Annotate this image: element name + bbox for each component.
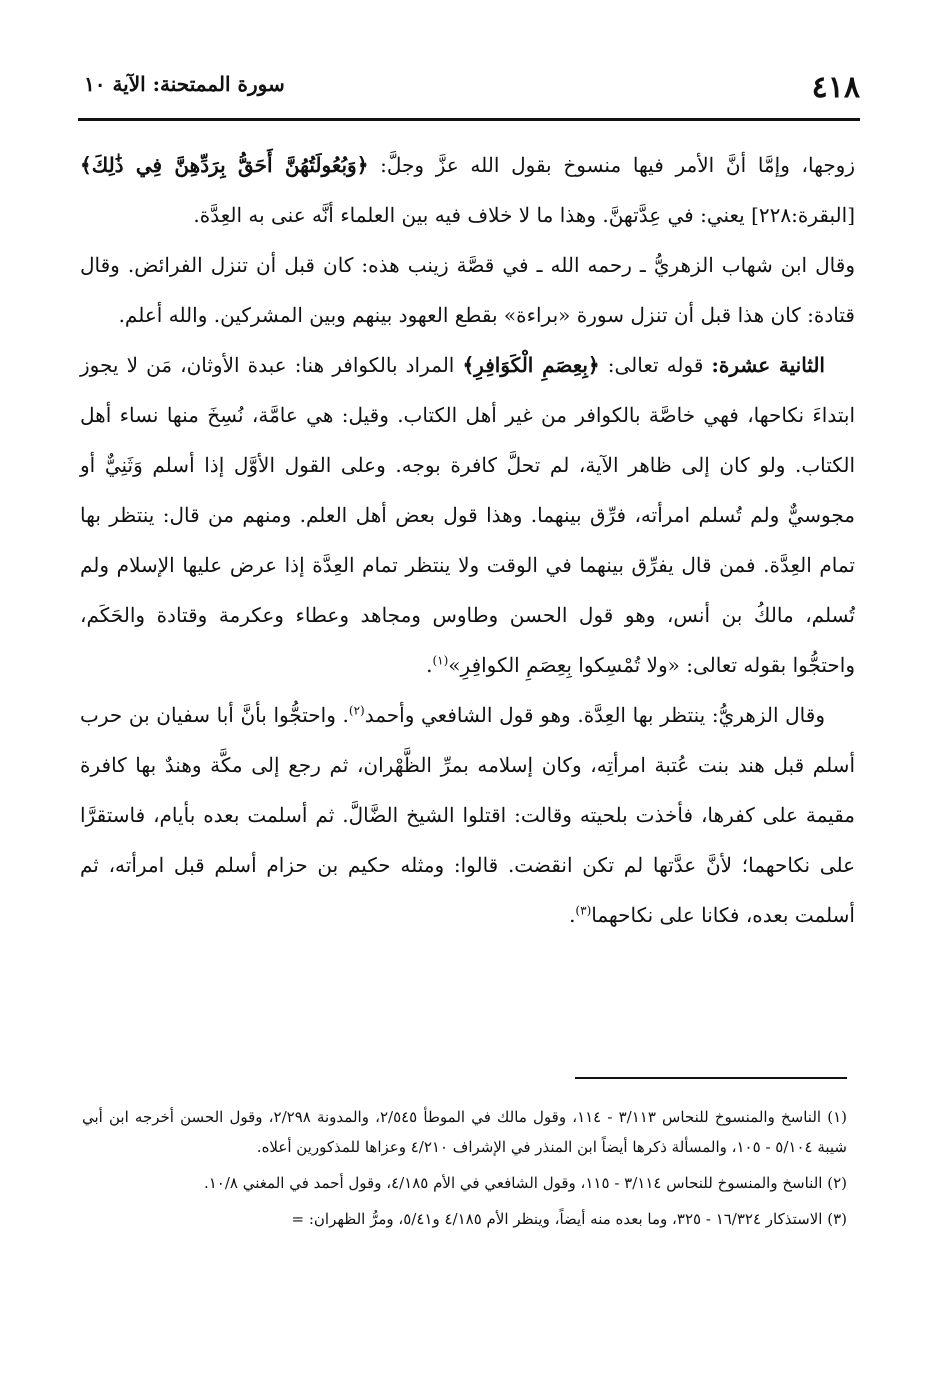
paragraph-1 (80, 140, 855, 240)
paragraph-4-end: . (569, 903, 576, 927)
quran-verse-1: ﴿وَبُعُولَتُهُنَّ أَحَقُّ بِرَدِّهِنَّ فِي ذَٰلِكَ﴾ (80, 153, 369, 177)
paragraph-2: وقال ابن شهاب الزهريُّ ـ رحمه الله ـ في قصَّة زينب هذه: كان قبل أن تنزل الفرائض. وقال قتادة: كان هذا قبل أن تنزل سورة «براءة» بقطع العهود بينهم وبين المشركين. والله أعلم. (80, 253, 855, 327)
paragraph-4-text-1: وقال الزهريُّ: ينتظر بها العِدَّة. وهو قول الشافعي وأحمد (364, 703, 825, 727)
page-number: ٤١٨ (811, 70, 860, 105)
paragraph-3-text-before: قوله تعالى: (599, 353, 712, 377)
footnote-separator (575, 1077, 847, 1079)
paragraph-4 (80, 690, 855, 940)
paragraph-3 (80, 340, 855, 690)
main-text (80, 140, 855, 940)
running-title: سورة الممتحنة: الآية ١٠ (84, 72, 285, 96)
paragraph-3-text-after: المراد بالكوافر هنا: عبدة الأوثان، مَن لا يجوز ابتداءَ نكاحها، فهي خاصَّة بالكوافر من غير أهل الكتاب. وقيل: هي عامَّة، نُسِخَ منها نساء أهل الكتاب. ولو كان إلى ظاهر الآية، لم تحلَّ كافرة بوجه. وعلى القول الأوَّل إذا أسلم وَثَنِيٌّ أو مجوسيٌّ ولم تُسلم امرأته، فرِّق بينهما. وهذا قول بعض أهل العلم. ومنهم من قال: ينتظر بها تمام العِدَّة. فمن قال يفرِّق بينهما في الوقت ولا ينتظر تمام العِدَّة إذا عرض عليها الإسلام ولم تُسلم، مالكُ بن أنس، وهو قول الحسن وطاوس ومجاهد وعطاء وعكرمة وقتادة والحَكَم، واحتجُّوا بقوله تعالى: «ولا تُمْسِكوا بِعِصَمِ الكوافِرِ» (80, 353, 855, 677)
footnotes (82, 1102, 847, 1240)
footnote-ref-3: (٣) (575, 903, 592, 918)
paragraph-3-end: . (426, 653, 433, 677)
quran-verse-2: ﴿بِعِصَمِ الْكَوَافِرِ﴾ (462, 353, 600, 377)
footnote-1: (١) الناسخ والمنسوخ للنحاس ٣/١١٣ - ١١٤، وقول مالك في الموطأ ٢/٥٤٥، والمدونة ٢/٢٩٨، وقول الحسن أخرجه ابن أبي شيبة ٥/١٠٤ - ١٠٥، والمسألة ذكرها أيضاً ابن المنذر في الإشراف ٤/٢١٠ وعزاها للمذكورين أعلاه. (82, 1108, 847, 1156)
footnote-3: (٣) الاستذكار ١٦/٣٢٤ - ٣٢٥، وما بعده منه أيضاً، وينظر الأم ٤/١٨٥ و٥/٤١، ومرُّ الظهران: = (291, 1210, 847, 1228)
page-header (78, 62, 860, 121)
section-lead: الثانية عشرة: (711, 353, 825, 377)
paragraph-4-text-2: . واحتجُّوا بأنَّ أبا سفيان بن حرب أسلم قبل هند بنت عُتبة امرأتِه، وكان إسلامه بمرِّ الظَّهْران، ثم رجع إلى مكَّة وهندٌ بها كافرة مقيمة على كفرها، فأخذت بلحيته وقالت: اقتلوا الشيخ الضَّالَّ. ثم أسلمت بعده بأيام، فاستقرَّا على نكاحهما؛ لأنَّ عدَّتها لم تكن انقضت. قالوا: ومثله حكيم بن حزام أسلم قبل امرأته، ثم أسلمت بعده، فكانا على نكاحهما (80, 703, 855, 927)
footnote-2: (٢) الناسخ والمنسوخ للنحاس ٣/١١٤ - ١١٥، وقول الشافعي في الأم ٤/١٨٥، وقول أحمد في المغني ١٠/٨. (203, 1174, 847, 1192)
paragraph-1-text-before: زوجها، وإمَّا أنَّ الأمر فيها منسوخ بقول الله عزَّ وجلَّ: (368, 153, 855, 177)
paragraph-1-text-after: [البقرة:٢٢٨] يعني: في عِدَّتهنَّ. وهذا ما لا خلاف فيه بين العلماء أنَّه عنى به العِدَّة. (193, 203, 855, 227)
footnote-ref-1: (١) (432, 653, 449, 668)
footnote-ref-2: (٢) (348, 703, 365, 718)
